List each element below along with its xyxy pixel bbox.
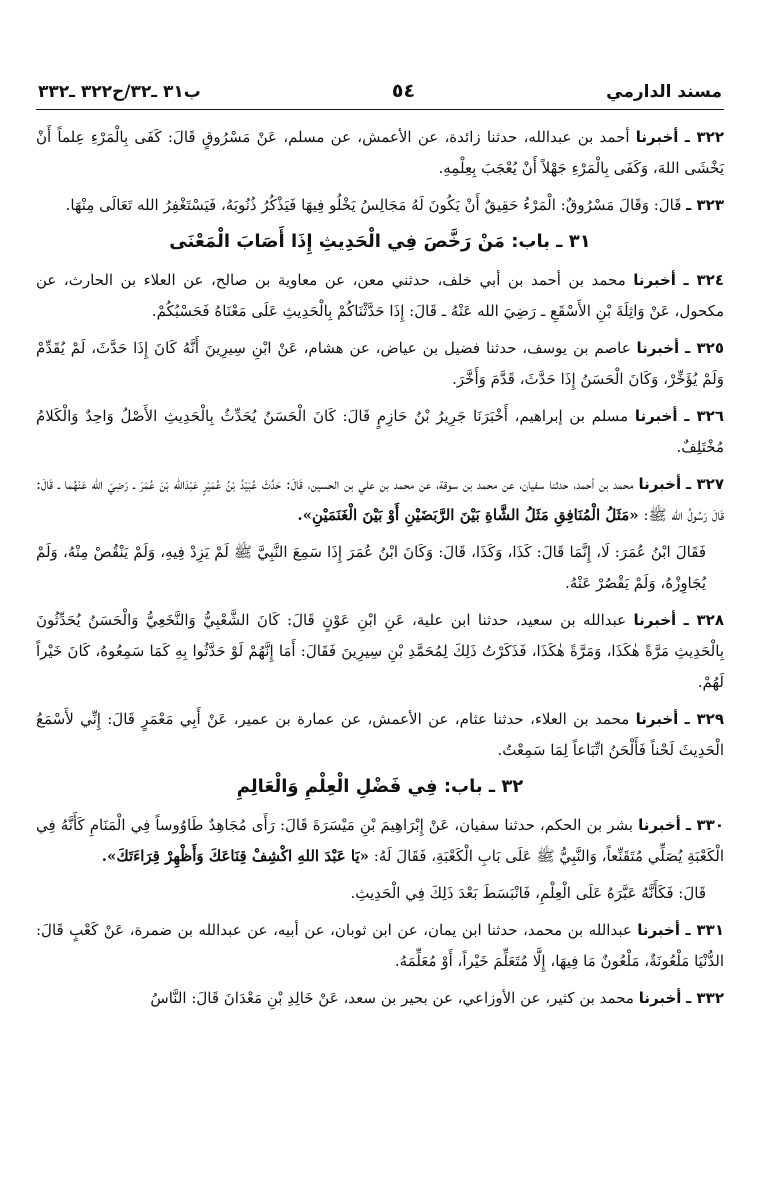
hadith-325 xyxy=(36,333,724,395)
akhbarana-label: أخبرنا xyxy=(638,989,682,1007)
hadith-number: ٣٣١ ـ xyxy=(685,921,724,939)
hadith-330-continuation: قَالَ: فَكَأَنَّهُ عَبَّرَهُ عَلَى الْعِلْمِ، فَانْبَسَطَ بَعْدَ ذَلِكَ فِي الْحَدِيثِ. xyxy=(350,884,706,902)
running-head xyxy=(36,80,724,110)
akhbarana-label: أخبرنا xyxy=(636,339,680,357)
hadith-number: ٣٢٥ ـ xyxy=(685,339,724,357)
hadith-number: ٣٢٣ ـ xyxy=(686,196,724,214)
hadith-text: محمد بن أحمد، حدثنا سفيان، عن محمد بن سوقة، عن محمد بن علي بن الحسين، قَالَ: حَدَّثَ عُبَيْدُ بْنُ عُمَيْرٍ عَبْدَالله بْنَ عُمَرَ ـ رَضِيَ الله عَنْهُما ـ قَالَ: قَالَ رَسُولُ الله ﷺ: xyxy=(36,475,724,524)
hadith-text: عبدالله بن محمد، حدثنا ابن يمان، عن ابن ثوبان، عن أبيه، عن عبدالله بن ضمرة، عَنْ كَعْبٍ قَالَ: الدُّنْيَا مَلْعُونَةٌ، مَلْعُونٌ مَا فِيهَا، إِلَّا مُتَعَلِّمَ خَيْراً، أَوْ مُعَلِّمَهُ. xyxy=(36,921,724,970)
hadith-326 xyxy=(36,401,724,463)
hadith-331 xyxy=(36,915,724,977)
akhbarana-label: أخبرنا xyxy=(635,128,679,146)
hadith-text: عبدالله بن سعيد، حدثنا ابن علية، عَنِ ابْنِ عَوْنٍ قَالَ: كَانَ الشَّعْبِيُّ وَالنَّخَعِيُّ وَالْحَسَنُ يُحَدِّثُونَ بِالْحَدِيثِ مَرَّةً هٰكَذَا، وَمَرَّةً هٰكَذَا، فَذَكَرْتُ ذَلِكَ لِمُحَمَّدِ بْنِ سِيرِينَ فَقَالَ: أَمَا إِنَّهُمْ لَوْ حَدَّثُوا بِهِ كَمَا سَمِعُوهُ، كَانَ خَيْراً لَهُمْ. xyxy=(36,611,724,691)
hadith-text: محمد بن كثير، عن الأوزاعي، عن بحير بن سعد، عَنْ خَالِدِ بْنِ مَعْدَانَ قَالَ: النَّاسُ xyxy=(150,989,639,1007)
hadith-324 xyxy=(36,265,724,327)
hadith-text: محمد بن أحمد بن أبي خلف، حدثني معن، عن معاوية بن صالح، عن العلاء بن الحارث، عن مكحول، عَنْ وَاثِلَةَ بْنِ الأَسْقَعِ ـ رَضِيَ الله عَنْهُ ـ قَالَ: إِذَا حَدَّثْنَاكُمْ بِالْحَدِيثِ عَلَى مَعْنَاهُ فَحَسْبُكُمْ. xyxy=(36,271,724,320)
hadith-number: ٣٢٢ ـ xyxy=(684,128,724,146)
prophetic-saying: «يَا عَبْدَ اللهِ اكْشِفْ قِنَاعَكَ وَأَظْهِرْ قِرَاءَتَكَ». xyxy=(101,847,370,865)
book-title: مسند الدارمي xyxy=(606,82,722,102)
akhbarana-label: أخبرنا xyxy=(637,921,680,939)
chapter-heading-32: ٣٢ ـ باب: فِي فَضْلِ الْعِلْمِ وَالْعَالِمِ xyxy=(236,776,524,797)
hadith-number: ٣٢٧ ـ xyxy=(686,475,724,493)
hadith-text: قَالَ: وَقَالَ مَسْرُوقٌ: الْمَرْءُ حَقِيقٌ أَنْ يَكُونَ لَهُ مَجَالِسُ يَخْلُو فِيهَا فَيَذْكُرُ ذُنُوبَهُ، فَيَسْتَغْفِرُ الله تَعَالَى مِنْهَا. xyxy=(65,196,687,214)
hadith-327 xyxy=(36,469,724,531)
hadith-328 xyxy=(36,605,724,698)
hadith-number: ٣٢٨ ـ xyxy=(683,611,724,629)
page xyxy=(36,80,724,1020)
hadith-327-continuation: فَقَالَ ابْنُ عُمَرَ: لَا، إِنَّمَا قَالَ: كَذَا، وَكَذَا، قَالَ: وَكَانَ ابْنُ عُمَرَ إِذَا سَمِعَ النَّبِيَّ ﷺ لَمْ يَزِدْ فِيهِ، وَلَمْ يَنْقُصْ مِنْهُ، وَلَمْ يُجَاوِزْهُ، وَلَمْ يَقْصُرْ عَنْهُ. xyxy=(36,543,706,592)
prophetic-saying: «مَثَلُ الْمُنَافِقِ مَثَلُ الشَّاةِ بَيْنَ الرَّبَضَيْنِ أَوْ بَيْنَ الْغَنَمَيْنِ». xyxy=(297,506,639,524)
akhbarana-label: أخبرنا xyxy=(633,271,676,289)
akhbarana-label: أخبرنا xyxy=(638,816,681,834)
hadith-text: محمد بن العلاء، حدثنا عثام، عن الأعمش، عن عمارة بن عمير، عَنْ أَبِي مَعْمَرٍ قَالَ: إِنِّي لأَسْمَعُ الْحَدِيثَ لَحْناً فَأَلْحَنُ اتِّبَاعاً لِمَا سَمِعْتُ. xyxy=(36,710,724,759)
hadith-329 xyxy=(36,704,724,766)
hadith-332 xyxy=(36,983,724,1014)
akhbarana-label: أخبرنا xyxy=(638,475,682,493)
akhbarana-label: أخبرنا xyxy=(635,710,679,728)
hadith-number: ٣٣٢ ـ xyxy=(686,989,724,1007)
chapter-heading-31: ٣١ ـ باب: مَنْ رَخَّصَ فِي الْحَدِيثِ إِذَا أَصَابَ الْمَعْنَى xyxy=(169,231,591,252)
hadith-text: مسلم بن إبراهيم، أَخْبَرَنَا جَرِيرُ بْنُ حَازِمٍ قَالَ: كَانَ الْحَسَنُ يُحَدِّثُ بِالْحَدِيثِ الأَصْلُ وَاحِدٌ وَالْكَلامُ مُخْتَلِفٌ. xyxy=(36,407,724,456)
akhbarana-label: أخبرنا xyxy=(634,407,678,425)
hadith-number: ٣٣٠ ـ xyxy=(685,816,724,834)
hadith-number: ٣٢٩ ـ xyxy=(684,710,724,728)
hadith-text: أحمد بن عبدالله، حدثنا زائدة، عن الأعمش، عن مسلم، عَنْ مَسْرُوقٍ قَالَ: كَفَى بِالْمَرْءِ عِلماً أَنْ يَخْشَى اللهَ، وَكَفَى بِالْمَرْءِ جَهْلاً أَنْ يُعْجَبَ بِعِلْمِهِ. xyxy=(36,128,724,177)
hadith-text: عاصم بن يوسف، حدثنا فضيل بن عياض، عن هشام، عَنْ ابْنِ سِيرِينَ أَنَّهُ كَانَ إِذَا حَدَّثَ، لَمْ يُقَدِّمْ وَلَمْ يُؤَخِّرْ، وَكَانَ الْحَسَنُ إِذَا حَدَّثَ، قَدَّمَ وَأَخَّرَ. xyxy=(36,339,724,388)
hadith-330 xyxy=(36,810,724,872)
hadith-text: بشر بن الحكم، حدثنا سفيان، عَنْ إِبْرَاهِيمَ بْنِ مَيْسَرَةَ قَالَ: رَأَى مُجَاهِدٌ طَاوُوساً فِي الْمَنَامِ كَأَنَّهُ فِي الْكَعْبَةِ يُصَلِّي مُتَقَنِّعاً، وَالنَّبِيُّ ﷺ عَلَى بَابِ الْكَعْبَةِ، فَقَالَ لَهُ: xyxy=(36,816,724,865)
page-number: ٥٤ xyxy=(391,80,416,102)
hadith-322 xyxy=(36,122,724,184)
hadith-323 xyxy=(36,190,724,221)
akhbarana-label: أخبرنا xyxy=(633,611,677,629)
hadith-number: ٣٢٦ ـ xyxy=(684,407,724,425)
hadith-number: ٣٢٤ ـ xyxy=(683,271,724,289)
hadith-range: ب٣١ ـ٣٢/ح٣٢٢ ـ٣٣٢ xyxy=(38,82,201,102)
